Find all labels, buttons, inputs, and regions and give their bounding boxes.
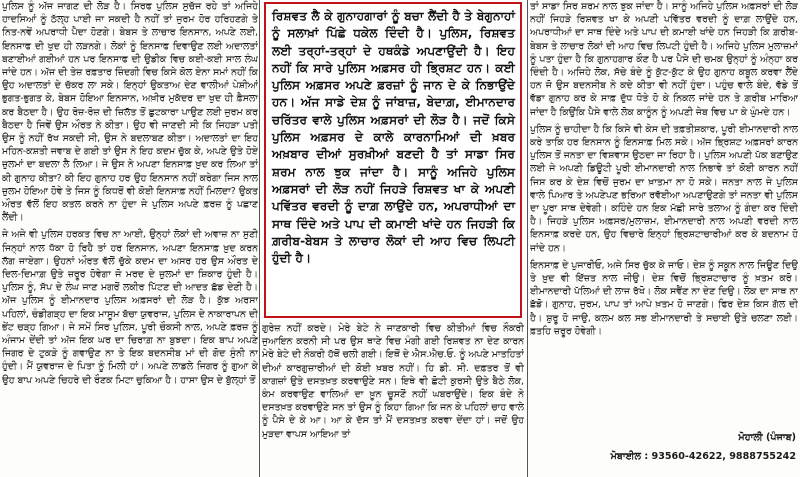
right-paragraph-2: ਪੁਲਿਸ ਨੂੰ ਚਾਹੀਦਾ ਹੈ ਕਿ ਕਿਸੇ ਵੀ ਕੇਸ ਦੀ ਤਫ਼ਤੀਸ਼ਕਾਰ, ਪੂਰੀ ਈਮਾਨਦਾਰੀ ਨਾਲ ਕਰੇ ਤਾਕਿ ਹਰ ਇਨਸਾਨ ਨੂੰ ਇਨਸਾਫ਼ ਮਿਲ ਸਕੇ। ਅੱਜ ਭ੍ਰਿਸ਼ਟ ਅਫ਼ਸਰਾਂ ਕਾਰਨ ਪੁਲਿਸ ਤੋਂ ਜਨਤਾ ਦਾ ਵਿਸ਼ਵਾਸ ਉਠਦਾ ਜਾ ਰਿਹਾ ਹੈ। ਪੁਲਿਸ ਅਪਣੀ ਪੱਕ ਬਣਾਉਣ ਲਈ ਜੇ ਅਪਣੀ ਡਿਊਟੀ ਪੂਰੀ ਈਮਾਨਦਾਰੀ ਨਾਲ ਨਿਭਾਵੇ ਤਾਂ ਕੋਈ ਕਾਰਨ ਨਹੀਂ ਜਿਸ ਕਰ ਕੇ ਦੇਸ਼ ਵਿਚੋਂ ਜੁਰਮ ਦਾ ਖ਼ਾਤਮਾ ਨਾ ਹੋ ਸਕੇ। ਜਨਤਾ ਨਾਲ ਜੇ ਪੁਲਿਸ ਵਾਲੇ ਪਿਆਰ ਤੇ ਅਪਣੇਪਣ ਭਰਿਆ ਰਵੱਈਆ ਅਪਣਾਉਣਗੇ ਤਾਂ ਜਨਤਾ ਵੀ ਪੁਲਿਸ ਦਾ ਪੂਰਾ ਸਾਥ ਦੇਵੇਗੀ। ਕਹਿੰਦੇ ਹਨ ਇਕ ਮੱਛੀ ਸਾਰੇ ਤਲਾਅ ਨੂੰ ਗੰਦਾ ਕਰ ਦਿੰਦੀ ਹੈ। ਜਿਹੜੇ ਪੁਲਿਸ ਅਫ਼ਸਰ/ਮੁਲਾਜ਼ਮ, ਈਮਾਨਦਾਰੀ ਨਾਲ ਅਪਣੀ ਵਰਦੀ ਨਾਲ ਇਨਸਾਫ਼ ਕਰਦੇ ਹਨ, ਉਹ ਵਿਚਾਰੇ ਇਨ੍ਹਾਂ ਭ੍ਰਿਸ਼ਟਾਚਾਰੀਆਂ ਕਰ ਕੇ ਬਦਨਾਮ ਹੋ ਜਾਂਦੇ ਹਨ। bbox=[530, 123, 798, 254]
right-paragraph-1: ਤਾਂ ਸਾਡਾ ਸਿਰ ਸ਼ਰਮ ਨਾਲ ਝੁਕ ਜਾਂਦਾ ਹੈ। ਸਾਨੂੰ ਅਜਿਹੇ ਪੁਲਿਸ ਅਫ਼ਸਰਾਂ ਦੀ ਲੋੜ ਨਹੀਂ ਜਿਹੜੇ ਰਿਸ਼ਵਤ ਖਾ ਕੇ ਅਪਣੀ ਪਵਿੱਤਰ ਵਰਦੀ ਨੂੰ ਦਾਗ਼ ਲਾਉਂਦੇ ਹਨ, ਅਪਰਾਧੀਆਂ ਦਾ ਸਾਥ ਦਿੰਦੇ ਅਤੇ ਪਾਪ ਦੀ ਕਮਾਈ ਖਾਂਦੇ ਹਨ ਜਿਹੜੀ ਕਿ ਗ਼ਰੀਬ-ਬੇਬਸ ਤੇ ਲਾਚਾਰ ਲੋਕਾਂ ਦੀ ਆਹ ਵਿਚ ਲਿਪਟੀ ਹੁੰਦੀ ਹੈ। ਅਜਿਹੇ ਪੁਲਿਸ ਮੁਲਾਜ਼ਮਾਂ ਨੂੰ ਪਤਾ ਹੁੰਦਾ ਹੈ ਕਿ ਗੁਨਾਹਗਾਰ ਕੌਣ ਹੈ ਪਰ ਪੈਸੇ ਦੀ ਚਮਕ ਉਨ੍ਹਾਂ ਨੂੰ ਅੰਨ੍ਹਾ ਕਰ ਦਿੰਦੀ ਹੈ। ਅਜਿਹੇ ਲੋਕ, ਸੱਚੇ ਬੰਦੇ ਨੂੰ ਕੁੱਟ-ਕੁੱਟ ਕੇ ਉਹ ਗੁਨਾਹ ਕਬੂਲ ਕਰਵਾ ਲੈਂਦੇ ਹਨ ਜੋ ਉਸ ਬਦਨਸੀਬ ਨੇ ਕਦੇ ਕੀਤਾ ਵੀ ਨਹੀਂ ਹੁੰਦਾ। ਪਹੁੰਚ ਵਾਲੇ ਬੰਦੇ, ਵੱਡੇ ਤੋਂ ਵੱਡਾ ਗੁਨਾਹ ਕਰ ਕੇ ਸਾਫ਼ ਦੁੱਧ ਧੋਤੇ ਹੋ ਕੇ ਨਿਕਲ ਜਾਂਦੇ ਹਨ ਤੇ ਗ਼ਰੀਬ ਮਾਰਿਆ ਜਾਂਦਾ ਹੈ ਕਿਉਂਕਿ ਪੈਸੇ ਵਾਲੇ ਲੋਕ ਕਾਨੂੰਨ ਨੂੰ ਅਪਣੀ ਜੇਬ ਵਿਚ ਪਾ ਕੇ ਘੁੰਮਦੇ ਹਨ। bbox=[530, 1, 798, 118]
right-column bbox=[530, 0, 798, 477]
highlight-quote-text: ਰਿਸ਼ਵਤ ਲੈ ਕੇ ਗੁਨਾਹਗਾਰਾਂ ਨੂੰ ਬਚਾ ਲੈਂਦੀ ਹੈ ਤੇ ਬੇਗੁਨਾਹਾਂ ਨੂੰ ਸਲਾਖ਼ਾਂ ਪਿੱਛੇ ਧਕੇਲ ਦਿੰਦੀ ਹੈ। ਪੁਲਿਸ, ਰਿਸ਼ਵਤ ਲਈ ਤਰ੍ਹਾਂ-ਤਰ੍ਹਾਂ ਦੇ ਹਥਕੰਡੇ ਅਪਣਾਉਂਦੀ ਹੈ। ਇਹ ਨਹੀਂ ਕਿ ਸਾਰੇ ਪੁਲਿਸ ਅਫ਼ਸਰ ਹੀ ਭ੍ਰਿਸ਼ਟ ਹਨ। ਕਈ ਪੁਲਿਸ ਅਫ਼ਸਰ ਅਪਣੇ ਫ਼ਰਜ਼ਾਂ ਨੂੰ ਜਾਨ ਦੇ ਕੇ ਨਿਭਾਉਂਦੇ ਹਨ। ਅੱਜ ਸਾਡੇ ਦੇਸ਼ ਨੂੰ ਜਾਂਬਾਜ਼, ਬੇਦਾਗ਼, ਈਮਾਨਦਾਰ ਚਰਿੱਤਰ ਵਾਲੇ ਪੁਲਿਸ ਅਫ਼ਸਰਾਂ ਦੀ ਲੋੜ ਹੈ। ਜਦੋਂ ਕਿਸੇ ਪੁਲਿਸ ਅਫ਼ਸਰ ਦੇ ਕਾਲੇ ਕਾਰਨਾਮਿਆਂ ਦੀ ਖ਼ਬਰ ਅਖ਼ਬਾਰ ਦੀਆਂ ਸੁਰਖ਼ੀਆਂ ਬਣਦੀ ਹੈ ਤਾਂ ਸਾਡਾ ਸਿਰ ਸ਼ਰਮ ਨਾਲ ਝੁਕ ਜਾਂਦਾ ਹੈ। ਸਾਨੂੰ ਅਜਿਹੇ ਪੁਲਿਸ ਅਫ਼ਸਰਾਂ ਦੀ ਲੋੜ ਨਹੀਂ ਜਿਹੜੇ ਰਿਸ਼ਵਤ ਖਾ ਕੇ ਅਪਣੀ ਪਵਿੱਤਰ ਵਰਦੀ ਨੂੰ ਦਾਗ਼ ਲਾਉਂਦੇ ਹਨ, ਅਪਰਾਧੀਆਂ ਦਾ ਸਾਥ ਦਿੰਦੇ ਅਤੇ ਪਾਪ ਦੀ ਕਮਾਈ ਖਾਂਦੇ ਹਨ ਜਿਹੜੀ ਕਿ ਗ਼ਰੀਬ-ਬੇਬਸ ਤੇ ਲਾਚਾਰ ਲੋਕਾਂ ਦੀ ਆਹ ਵਿਚ ਲਿਪਟੀ ਹੁੰਦੀ ਹੈ। bbox=[272, 9, 515, 266]
middle-paragraph-1: ਗੁਰੇਜ਼ ਨਹੀਂ ਕਰਦੇ। ਮੇਰੇ ਬੇਟੇ ਨੇ ਜਾਣਕਾਰੀ ਵਿਚ ਕੀਤੀਆਂ ਵਿਚ ਨੌਕਰੀ ਜੁਆਇਨ ਕਰਨੀ ਸੀ ਪਰ ਉਸ ਥਾਣੇ ਵਿਚ ਮੰਗੀ ਗਈ ਰਿਸ਼ਵਤ ਨਾ ਦੇਣ ਕਾਰਨ ਮੇਰੇ ਬੇਟੇ ਦੀ ਨੌਕਰੀ ਹੱਥੋਂ ਚਲੀ ਗਈ। ਇਥੋਂ ਦੇ ਐਸ.ਐਚ.ਓ. ਨੂੰ ਅਪਣੇ ਮਾਤਹਿਤਾਂ ਦੀਆਂ ਕਾਰਗੁਜ਼ਾਰੀਆਂ ਦੀ ਕੋਈ ਖ਼ਬਰ ਨਹੀਂ। ਹਿ ਡੀ. ਸੀ. ਦਫ਼ਤਰ ਤੋਂ ਵੀ ਕਾਗਜ਼ਾਂ ਉਤੇ ਦਸਤਖ਼ਤ ਕਰਵਾਉਣੇ ਸਨ। ਇਥੇ ਵੀ ਛੋਟੀ ਕੁਰਸੀ ਉਤੇ ਬੈਠੇ ਲੋਕ, ਕੰਮ ਕਰਵਾਉਣ ਵਾਲਿਆਂ ਦਾ ਖ਼ੂਨ ਚੂਸਣੋਂ ਨਹੀਂ ਘਬਰਾਉਂਦੇ। ਇਕ ਬੰਦੇ ਨੇ ਦਸਤਖ਼ਤ ਕਰਵਾਉਣੇ ਸਨ ਤਾਂ ਉਸ ਨੂੰ ਕਿਹਾ ਗਿਆ ਕਿ ਜਨ ਕੇ ਪਹਿਲਾਂ ਚਾਹ ਵਾਲੇ ਨੂੰ ਪੈਸੇ ਦੇ ਕੇ ਆ। ਆ ਕੇ ਦੱਸ ਤਾਂ ਮੈਂ ਦਸਤਖ਼ਤ ਕਰਵਾ ਦੇਂਦਾ ਹਾਂ। ਜਦੋਂ ਉਹ ਮੁੜਦਾ ਵਾਪਸ ਆਇਆ ਤਾਂ bbox=[262, 323, 524, 440]
left-paragraph-1: ਪੁਲਿਸ ਨੂੰ ਅੱਜ ਜਾਗਣ ਦੀ ਲੋੜ ਹੈ। ਸਿਰਫ ਪੁਲਿਸ ਸੁਚੱਜ ਰਹੇ ਤਾਂ ਅਜਿਹੇ ਹਾਦਸਿਆਂ ਨੂੰ ਠੱਲ੍ਹ ਪਾਈ ਜਾ ਸਕਦੀ ਹੈ ਨਹੀਂ ਤਾਂ ਜੁਰਮ ਹੋਰ ਹਰਿਹਣਗੇ ਤੇ ਨਿਤ-ਨਵੇਂ ਅਪਰਾਧੀ ਪੈਦਾ ਹੋਣਗੇ। ਬੇਬਸ ਤੇ ਲਾਚਾਰ ਇਨਸਾਨ, ਅਪਣੇ ਲਈ, ਇਨਸਾਫ ਦੀ ਖੁਦ ਹੀ ਲੜਨਗੇ। ਲੋਕਾਂ ਨੂੰ ਇਨਸਾਫ ਦਿਵਾਉਣ ਲਈ ਅਦਾਲਤਾਂ ਬਣਾਈਆਂ ਗਈਆਂ ਹਨ ਪਰ ਇਨਸਾਫ ਦੀ ਉਡੀਕ ਵਿਚ ਕਈ-ਕਈ ਸਾਲ ਲੰਘ ਜਾਂਦੇ ਹਨ। ਅੱਜ ਦੀ ਤੇਜ਼ ਰਫ਼ਤਾਰ ਜ਼ਿੰਦਗੀ ਵਿਚ ਕਿਸੇ ਕੋਲ ਏਨਾ ਸਮਾਂ ਨਹੀਂ ਕਿ ਉਹ ਅਦਾਲਤਾਂ ਦੇ ਚੱਕਰ ਲਾ ਸਕੇ। ਇਨ੍ਹਾਂ ਉਕਤਾਅ ਦੇਣ ਵਾਲੀਆਂ ਪੇਸ਼ੀਆਂ ਭੁਗਤ-ਭੁਗਤ ਕੇ, ਬੇਬਸ ਹੋਇਆ ਇਨਸਾਨ, ਅਖ਼ੀਰ ਮੁਕੱਦਰ ਦਾ ਖੁਦ ਹੀ ਫ਼ੈਸਲਾ ਕਰ ਬੈਠਦਾ ਹੈ। ਉਹ ਰੋਜ਼-ਰੋਜ਼ ਦੀ ਜ਼ਿਲੱਤ ਤੋਂ ਛੁਟਕਾਰਾ ਪਾਉਣ ਲਈ ਜੁਰਮ ਕਰ ਬੈਠਦਾ ਹੈ ਜਿਵੇਂ ਉਸ ਔਰਤ ਨੇ ਕੀਤਾ। ਉਹ ਵੀ ਜਾਣਦੀ ਸੀ ਕਿ ਜਿਹੜਾ ਪਤੀ ਉਸ ਨੂੰ ਨਹੀਂ ਰੱਖ ਸਕਦੀ ਸੀ, ਉਸ ਨੇ ਬਦਲਾਬਣ ਕੀਤਾ। ਅਦਾਲਤਾਂ ਦਾ ਇਹ ਮਹਿਨ-ਕਸ਼ਤੀ ਜਵਾਬ ਦੇ ਗਈ ਤਾਂ ਉਸ ਨੇ ਇਹ ਕਦਮ ਚੁੱਕ ਕੇ, ਅਪਣੇ ਉਤੇ ਹੋਏ ਜ਼ੁਲਮਾਂ ਦਾ ਬਦਲਾ ਲੈ ਲਿਆ। ਜੇ ਉਸ ਨੇ ਅਪਣਾ ਇਨਸਾਫ਼ ਖ਼ੁਦ ਕਰ ਲਿਆ ਤਾਂ ਕੀ ਗੁਨਾਹ ਕੀਤਾ? ਕੀ ਇਹ ਗੁਨਾਹ ਹਰ ਉਹ ਇਨਸਾਨ ਨਹੀਂ ਕਰੇਗਾ ਜਿਸ ਨਾਲ ਜ਼ੁਲਮ ਹੋਇਆ ਹੋਵੇ ਤੇ ਜਿਸ ਨੂੰ ਕਿਧਰੋਂ ਵੀ ਕੋਈ ਇਨਸਾਫ਼ ਨਹੀਂ ਮਿਲਦਾ? ਉਕਤ ਔਰਤ ਵੱਲੋਂ ਇਹ ਕਤਲ ਕਰਨੇ ਨਾ ਹੁੰਦਾ ਜੇ ਪੁਲਿਸ ਅਪਣੇ ਫ਼ਰਜ਼ ਨੂੰ ਪਛਾਣ ਲੈਂਦੀ। bbox=[2, 1, 258, 224]
left-column bbox=[2, 0, 258, 477]
right-paragraph-3: ਇਨਸਾਫ਼ ਦੇ ਪੁਜਾਰੀਓ, ਅਜੇ ਸਿਰ ਚੁੱਕ ਕੇ ਜਾਓ। ਦੇਸ਼ ਨੂੰ ਸਕੂਨ ਨਾਲ ਜਿਊਣ ਦਿਉ ਤੇ ਖ਼ੁਦ ਵੀ ਇੱਜ਼ਤ ਨਾਲ ਜੀਉ। ਦੇਸ਼ ਵਿਚੋਂ ਭ੍ਰਿਸ਼ਟਾਚਾਰ ਨੂੰ ਖ਼ਤਮ ਕਰੋ। ਈਮਾਨਦਾਰੀ ਪੱਲਿਆਂ ਦੀ ਲਾਜ ਰੱਖੋ। ਲੋਕ ਸਵੈਂਣ ਨਾ ਦੇਣ ਦਿਉ। ਲੋਕ ਦਾ ਸਾਥ ਨਾ ਛੱਡੋ। ਗੁਨਾਹ, ਜੁਰਮ, ਪਾਪ ਤਾਂ ਆਪੇ ਖ਼ਤਮ ਹੋ ਜਾਣਗੇ। ਫਿਰ ਦੇਸ਼ ਕਿਸ ਗੱਲ ਦੀ ਹੈ। ਸ਼ੁਰੂ ਹੋ ਜਾਉ, ਕਲਮ ਕਲ ਸਭ ਈਮਾਨਦਾਰੀ ਤੇ ਸਚਾਈ ਉਤੇ ਚਲਣਾ ਲਈ। ਫ਼ਤਹਿ ਜ਼ਰੂਰ ਹੋਵੇਗੀ। bbox=[530, 259, 798, 337]
column-divider bbox=[259, 0, 260, 477]
left-paragraph-2: ਜੇ ਅਜੇ ਵੀ ਪੁਲਿਸ ਹਰਕਤ ਵਿਚ ਨਾ ਆਈ, ਉਨ੍ਹਾਂ ਲੋਕਾਂ ਦੀ ਅਵਾਜ਼ ਨਾ ਸੁਣੀ ਜਿਨ੍ਹਾਂ ਨਾਲ ਧੱਕਾ ਹੋ ਰਿਹੈ ਤਾਂ ਹਰ ਇਨਸਾਨ, ਅਪਣਾ ਇਨਸਾਫ਼ ਖ਼ੁਦ ਕਰਨ ਲੱਗ ਜਾਏਗਾ। ਉਹਨਾਂ ਔਰਤ ਵੱਲੋਂ ਚੁੱਕੇ ਕਦਮ ਦਾ ਅਸਰ ਹਰ ਉਸ ਔਰਤ ਦੇ ਦਿਲ-ਦਿਮਾਗ਼ ਉਤੇ ਜ਼ਰੂਰ ਹੋਵੇਗਾ ਜੋ ਮਰਦ ਦੇ ਜ਼ੁਲਮਾਂ ਦਾ ਸ਼ਿਕਾਰ ਹੁੰਦੀ ਹੈ। ਪੁਲਿਸ ਨੂੰ, ਸੱਪ ਦੇ ਲੰਘ ਜਾਣ ਮਗਰੋਂ ਲਕੀਰ ਪਿੱਟਣ ਦੀ ਆਦਤ ਛੱਡ ਦੇਣੀ ਹੈ। ਅੱਜ ਪੁਲਿਸ ਨੂੰ ਈਮਾਨਦਾਰ ਪੁਲਿਸ ਅਫ਼ਸਰਾਂ ਦੀ ਲੋੜ ਹੈ। ਕੁੱਝ ਅਰਸਾ ਪਹਿਲਾਂ, ਚੰਡੀਗੜ੍ਹ ਦਾ ਇਕ ਮਾਸੂਮ ਬੱਚਾ ਯੁਵਰਾਜ, ਪੁਲਿਸ ਦੇ ਨਾਕਾਰਾਪਨ ਦੀ ਭੇਂਟ ਚੜ੍ਹ ਗਿਆ। ਜੇ ਸਮੇਂ ਸਿਰ ਪੁਲਿਸ, ਪੂਰੀ ਚੌਕਸੀ ਨਾਲ, ਅਪਣੇ ਫ਼ਰਜ਼ ਨੂੰ ਅੰਜਾਮ ਦੇਂਦੀ ਤਾਂ ਅੱਜ ਇਕ ਘਰ ਦਾ ਚਿਰਾਗ਼ ਨਾ ਬੁਝਦਾ। ਇਕ ਬਾਪ ਅਪਣੇ ਜਿਗਰ ਦੇ ਟੁਕੜੇ ਨੂੰ ਗਵਾਉਣ ਨਾ ਤੇ ਇਕ ਬਦਨਸੀਬ ਮਾਂ ਦੀ ਗੋਦ ਸੁੰਨੀ ਨਾ ਹੁੰਦੀ। ਮੈਂ ਯੁਵਰਾਜ ਦੇ ਪਿਤਾ ਨੂੰ ਮਿਲੀ ਹਾਂ। ਅਪਣੇ ਲਾਡਲੇ ਜਿਗਰ ਨੂੰ ਗੁਆ ਕੇ ਉਹ ਬਾਪ ਅਪਣੇ ਚਿਹਰੇ ਦੀ ਰੌਣਕ ਮਿਟਾ ਚੁਕਿਆ ਹੈ। ਹਾਸਾ ਉਸ ਦੇ ਬੁੱਲ੍ਹਾਂ ਤੋਂ bbox=[2, 229, 258, 386]
column-divider bbox=[527, 0, 528, 477]
middle-column bbox=[262, 322, 524, 477]
author-mobile: ਮੋਬਾਈਲ : 93560-42622, 9888755242 bbox=[610, 451, 796, 462]
author-location: ਮੋਹਾਲੀ (ਪੰਜਾਬ) bbox=[738, 432, 796, 443]
highlight-quote-box bbox=[264, 2, 522, 318]
